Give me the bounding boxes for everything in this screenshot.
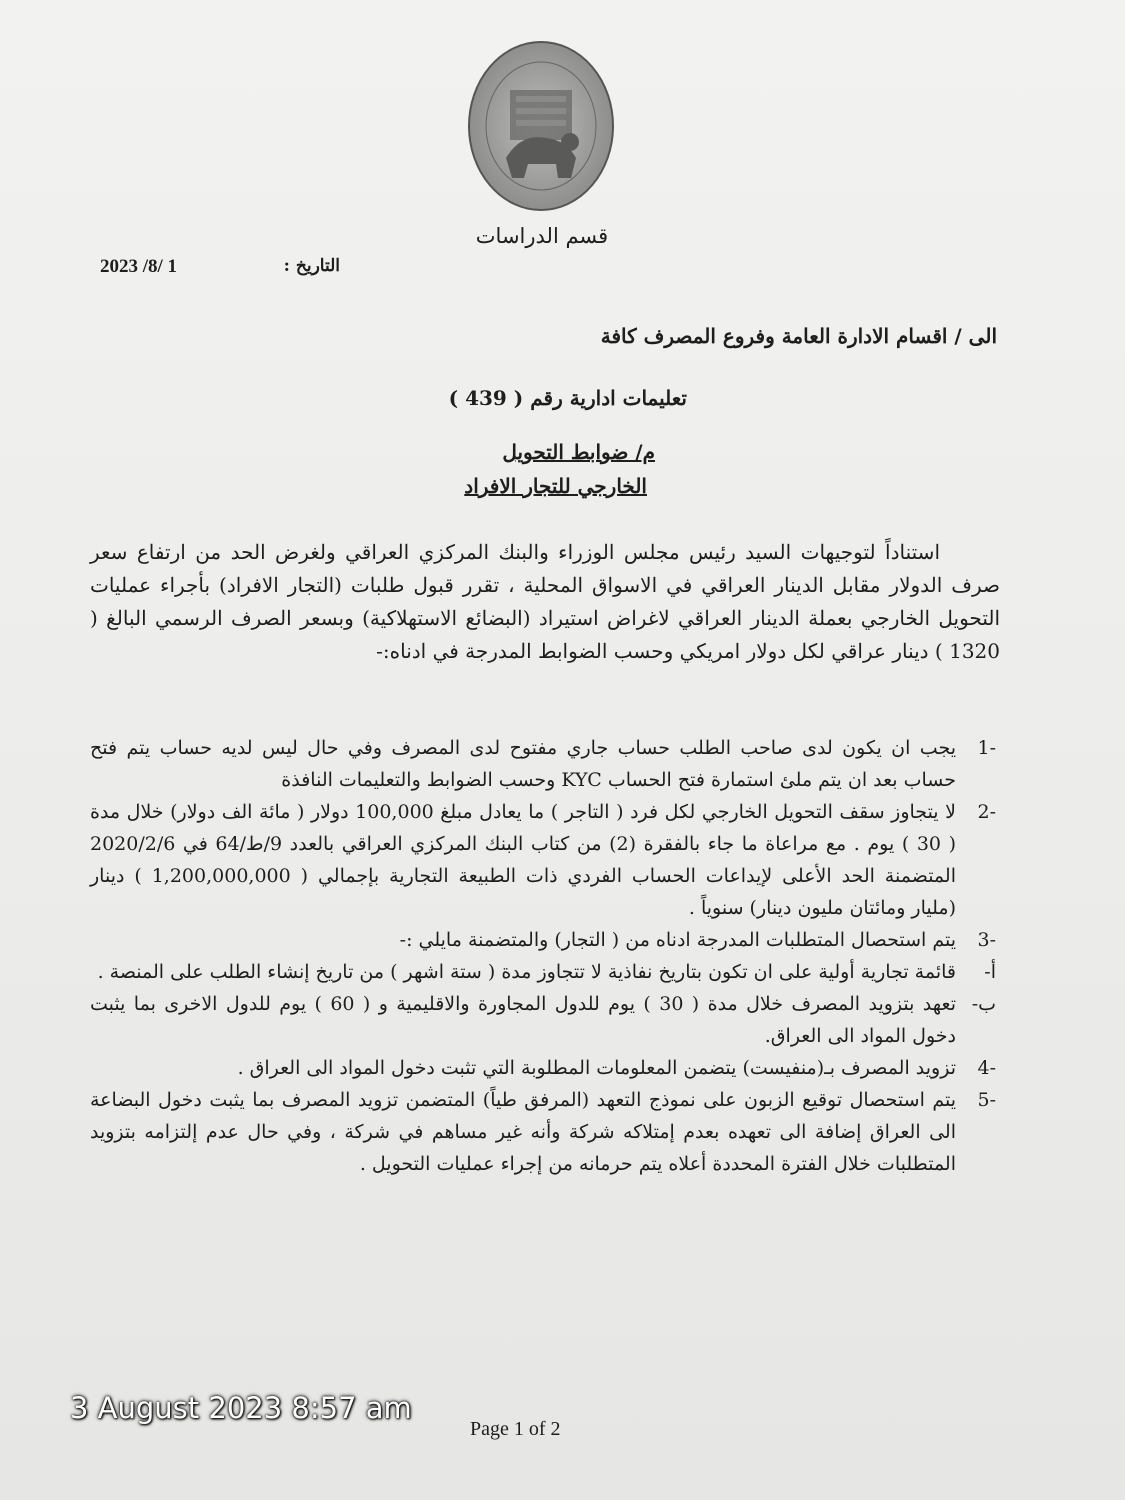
item-number: -2: [977, 801, 996, 823]
item-number: -4: [977, 1057, 996, 1079]
instruction-title: تعليمات ادارية رقم ( 439 ): [448, 386, 687, 410]
list-item: [90, 1084, 996, 1180]
item-text: يجب ان يكون لدى صاحب الطلب حساب جاري مفتوح لدى المصرف وفي حال ليس لديه حساب يتم فتح حساب بعد ان يتم ملئ استمارة فتح الحساب KYC وحسب الضوابط والتعليمات النافذة: [90, 737, 956, 791]
subject-line-1: م/ ضوابط التحويل: [502, 440, 655, 464]
item-number: -3: [977, 929, 996, 951]
item-text: يتم استحصال توقيع الزبون على نموذج التعهد (المرفق طياً) المتضمن تزويد المصرف بما يثبت دخول البضاعة الى العراق إضافة الى تعهده بعدم إمتلاكه شركة وأنه غير مساهم في شركة ، وفي حال عدم إلتزامه بتزويد المتطلبات خلال الفترة المحددة أعلاه يتم حرمانه من إجراء عمليات التحويل .: [90, 1089, 956, 1175]
intro-paragraph: استناداً لتوجيهات السيد رئيس مجلس الوزراء والبنك المركزي العراقي ولغرض الحد من ارتفاع سعر صرف الدولار مقابل الدينار العراقي في الاسواق المحلية ، تقرر قبول طلبات (التجار الافراد) بأجراء عمليات التحويل الخارجي بعملة الدينار العراقي لاغراض استيراد (البضائع الاستهلاكية) وبسعر الصرف الرسمي البالغ ( 1320 ) دينار عراقي لكل دولار امريكي وحسب الضوابط المدرجة في ادناه:-: [90, 540, 1000, 663]
item-number: -5: [977, 1089, 996, 1111]
list-item: [90, 924, 996, 956]
list-item: [90, 732, 996, 796]
item-text: يتم استحصال المتطلبات المدرجة ادناه من ( التجار) والمتضمنة مايلي :-: [399, 929, 956, 951]
list-item: [90, 1052, 996, 1084]
addressee: الى / اقسام الادارة العامة وفروع المصرف كافة: [600, 324, 997, 348]
list-item: [90, 988, 996, 1052]
item-number: أ-: [984, 961, 996, 983]
photo-timestamp: 3 August 2023 8:57 am: [70, 1391, 412, 1425]
item-text: لا يتجاوز سقف التحويل الخارجي لكل فرد ( التاجر ) ما يعادل مبلغ 100,000 دولار ( مائة الف دولار) خلال مدة ( 30 ) يوم . مع مراعاة ما جاء بالفقرة (2) من كتاب البنك المركزي العراقي بالعدد 9/ط/64 في 2020/2/6 المتضمنة الحد الأعلى لإيداعات الحساب الفردي ذات الطبيعة التجارية بإجمالي ( 1,200,000,000 ) دينار (مليار ومائتان مليون دينار) سنوياً .: [90, 801, 957, 919]
subject-line-2: الخارجي للتجار الافراد: [464, 474, 647, 498]
department-name: قسم الدراسات: [475, 224, 609, 248]
item-text: تعهد بتزويد المصرف خلال مدة ( 30 ) يوم للدول المجاورة والاقليمية و ( 60 ) يوم للدول الاخرى بما يثبت دخول المواد الى العراق.: [90, 993, 956, 1047]
date-row: [100, 256, 340, 288]
item-number: ب-: [971, 993, 996, 1015]
page-number: Page 1 of 2: [470, 1418, 561, 1440]
list-item: [90, 956, 996, 988]
list-item: [90, 796, 996, 924]
date-value: 2023 /8/ 1: [100, 256, 178, 277]
date-label: التاريخ :: [283, 256, 340, 276]
item-text: قائمة تجارية أولية على ان تكون بتاريخ نفاذية لا تتجاوز مدة ( ستة اشهر ) من تاريخ إنشاء الطلب على المنصة .: [97, 961, 956, 983]
item-text: تزويد المصرف بـ(منفيست) يتضمن المعلومات المطلوبة التي تثبت دخول المواد الى العراق .: [237, 1057, 956, 1079]
bank-seal: [466, 38, 616, 214]
item-number: -1: [977, 737, 996, 759]
requirements-list: [90, 732, 996, 1180]
